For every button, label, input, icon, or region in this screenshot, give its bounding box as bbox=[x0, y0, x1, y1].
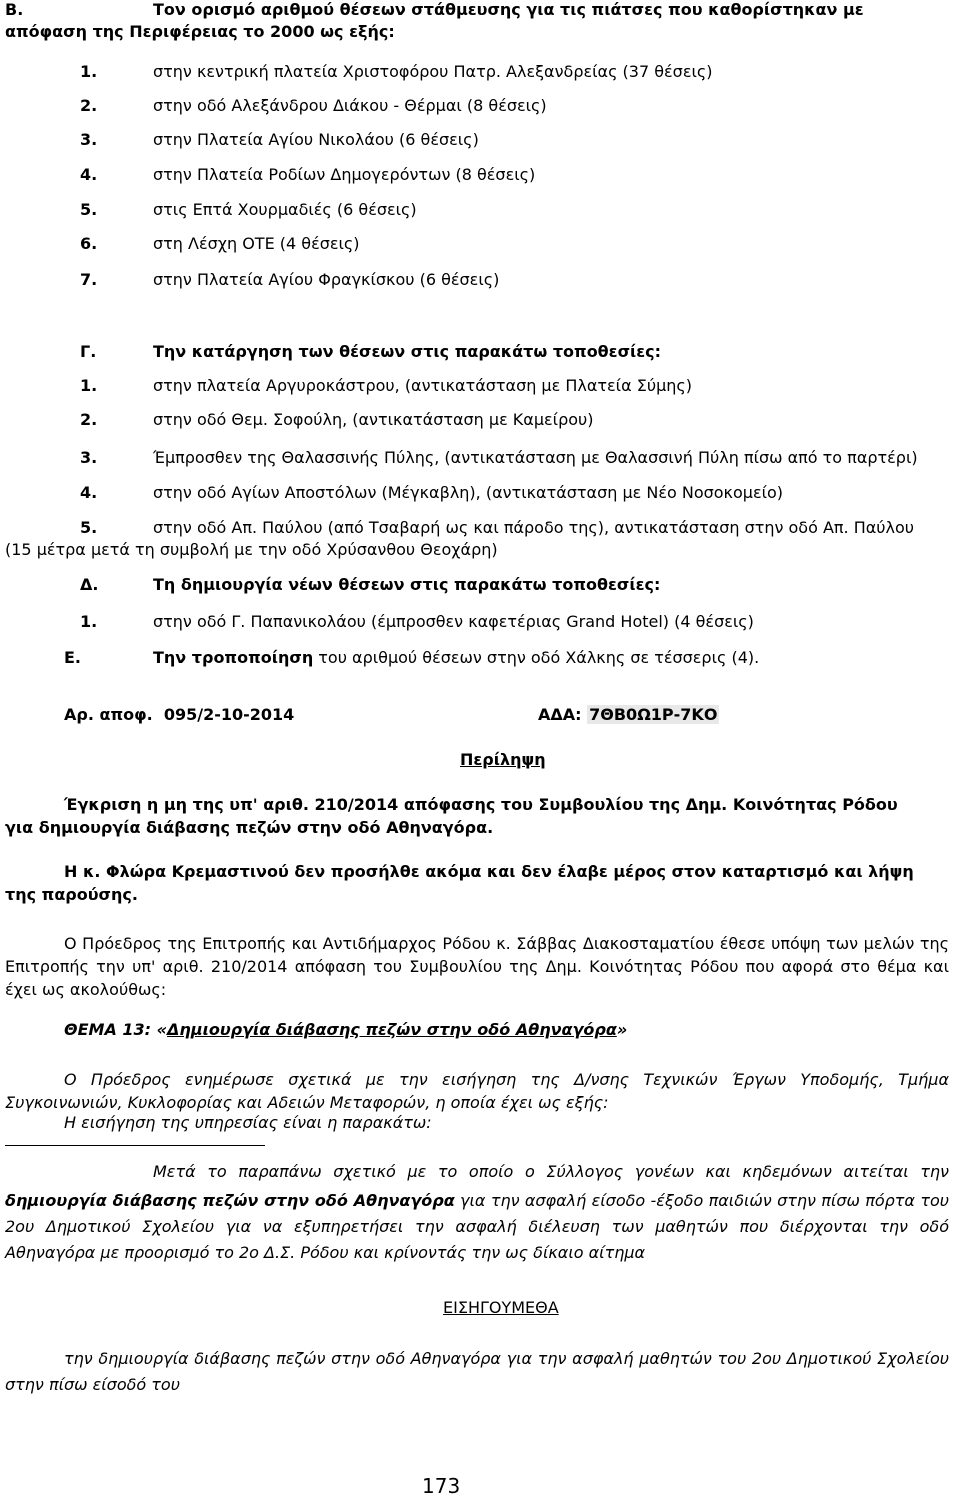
proposal-bold: δημιουργία διάβασης πεζών στην οδό Αθηναγόρα bbox=[5, 1191, 455, 1210]
theme-suffix: » bbox=[616, 1020, 628, 1039]
section-b-letter: Β. bbox=[5, 0, 24, 19]
list-item-text: στην Πλατεία Ροδίων Δημογερόντων (8 θέσεις) bbox=[153, 165, 536, 184]
list-item-number: 5. bbox=[80, 200, 98, 219]
list-item-text: στη Λέσχη ΟΤΕ (4 θέσεις) bbox=[153, 234, 360, 253]
proposal-rest: για την ασφαλή είσοδο -έξοδο παιδιών στην πίσω πόρτα του 2ου Δημοτικού Σχολείου για να εξυπηρετήσει την ασφαλή διέλευση των μαθητών που διέρχονται την οδό Αθηναγόρα με προορισμό το 2ο Δ.Σ. Ρόδου και κρίνοντάς την ως δίκαιο αίτημα bbox=[5, 1191, 949, 1262]
service-proposal-intro: Η εισήγηση της υπηρεσίας είναι η παρακάτω: bbox=[64, 1113, 432, 1132]
list-item-text: στην Πλατεία Αγίου Φραγκίσκου (6 θέσεις) bbox=[153, 270, 500, 289]
list-item-text: στην κεντρική πλατεία Χριστοφόρου Πατρ. Αλεξανδρείας (37 θέσεις) bbox=[153, 62, 713, 81]
list-item-number: 3. bbox=[80, 130, 98, 149]
section-e-text bbox=[153, 648, 759, 668]
list-item-number: 4. bbox=[80, 483, 98, 502]
list-item-text: στην οδό Γ. Παπανικολάου (έμπροσθεν καφετέριας Grand Hotel) (4 θέσεις) bbox=[153, 612, 754, 631]
page-number: 173 bbox=[422, 1474, 461, 1498]
recommend-heading: ΕΙΣΗΓΟΥΜΕΘΑ bbox=[443, 1298, 559, 1317]
briefing-paragraph: Ο Πρόεδρος ενημέρωσε σχετικά με την εισήγηση της Δ/νσης Τεχνικών Έργων Υποδομής, Τμήμα Συγκοινωνιών, Κυκλοφορίας και Αδειών Μεταφορών, η οποία έχει ως εξής: bbox=[5, 1070, 949, 1112]
section-b-heading-line2: απόφαση της Περιφέρειας το 2000 ως εξής: bbox=[5, 22, 395, 41]
section-e-bold: Την τροποποίηση bbox=[153, 648, 314, 667]
theme-title: Δημιουργία διάβασης πεζών στην οδό Αθηναγόρα bbox=[167, 1020, 617, 1039]
list-item-number: 1. bbox=[80, 612, 98, 631]
section-b-heading-line1: Τον ορισμό αριθμού θέσεων στάθμευσης για τις πιάτσες που καθορίστηκαν με bbox=[153, 0, 864, 19]
list-item-text: στην οδό Απ. Παύλου (από Τσαβαρή ως και πάροδο της), αντικατάσταση στην οδό Απ. Παύλου bbox=[153, 518, 915, 537]
ada-line bbox=[538, 705, 719, 725]
theme-heading bbox=[64, 1020, 627, 1040]
list-item-text: στην οδό Αγίων Αποστόλων (Μέγκαβλη), (αντικατάσταση με Νέο Νοσοκομείο) bbox=[153, 483, 784, 502]
section-g-letter: Γ. bbox=[80, 342, 97, 361]
list-item-text: στις Επτά Χουρμαδιές (6 θέσεις) bbox=[153, 200, 417, 219]
theme-prefix: ΘΕΜΑ 13: « bbox=[64, 1020, 168, 1039]
list-item-text: στην οδό Αλεξάνδρου Διάκου - Θέρμαι (8 θέσεις) bbox=[153, 96, 547, 115]
separator-line bbox=[5, 1145, 265, 1146]
list-item-number: 1. bbox=[80, 376, 98, 395]
section-g-heading: Την κατάργηση των θέσεων στις παρακάτω τοποθεσίες: bbox=[153, 342, 662, 361]
list-item-number: 2. bbox=[80, 96, 98, 115]
summary-line1: Έγκριση η μη της υπ' αριθ. 210/2014 απόφασης του Συμβουλίου της Δημ. Κοινότητας Ρόδου bbox=[64, 795, 898, 814]
section-e-rest: του αριθμού θέσεων στην οδό Χάλκης σε τέσσερις (4). bbox=[313, 648, 760, 667]
list-item-text: στην Πλατεία Αγίου Νικολάου (6 θέσεις) bbox=[153, 130, 479, 149]
list-item-number: 2. bbox=[80, 410, 98, 429]
intro-paragraph: Ο Πρόεδρος της Επιτροπής και Αντιδήμαρχος Ρόδου κ. Σάββας Διακοσταματίου έθεσε υπόψη των μελών της Επιτροπής την υπ' αριθ. 210/2014 απόφαση του Συμβουλίου της Δημ. Κοινότητας Ρόδου που αφορά στο θέμα και έχει ως ακολούθως: bbox=[5, 934, 949, 999]
attendance-note-line1: Η κ. Φλώρα Κρεμαστινού δεν προσήλθε ακόμα και δεν έλαβε μέρος στον καταρτισμό και λήψη bbox=[64, 862, 914, 881]
list-item-number: 5. bbox=[80, 518, 98, 537]
list-item-text: στην πλατεία Αργυροκάστρου, (αντικατάσταση με Πλατεία Σύμης) bbox=[153, 376, 693, 395]
list-item-number: 7. bbox=[80, 270, 98, 289]
final-recommendation: την δημιουργία διάβασης πεζών στην οδό Αθηναγόρα για την ασφαλή μαθητών του 2ου Δημοτικού Σχολείου στην πίσω είσοδό του bbox=[5, 1349, 949, 1394]
section-d-heading: Τη δημιουργία νέων θέσεων στις παρακάτω τοποθεσίες: bbox=[153, 575, 661, 594]
list-item-number: 6. bbox=[80, 234, 98, 253]
list-item-text: στην οδό Θεμ. Σοφούλη, (αντικατάσταση με Καμείρου) bbox=[153, 410, 594, 429]
section-e-letter: Ε. bbox=[64, 648, 82, 667]
ada-code: 7ΘΒ0Ω1Ρ-7ΚΟ bbox=[589, 705, 718, 724]
list-item-number: 4. bbox=[80, 165, 98, 184]
proposal-first-line: Μετά το παραπάνω σχετικό με το οποίο ο Σύλλογος γονέων και κηδεμόνων αιτείται την bbox=[153, 1162, 949, 1181]
summary-line2: για δημιουργία διάβασης πεζών στην οδό Αθηναγόρα. bbox=[5, 818, 494, 837]
list-item-number: 1. bbox=[80, 62, 98, 81]
proposal-paragraph bbox=[5, 1188, 949, 1266]
ada-label: ΑΔΑ: bbox=[538, 705, 588, 724]
attendance-note-line2: της παρούσης. bbox=[5, 885, 138, 904]
list-item-number: 3. bbox=[80, 448, 98, 467]
section-d-letter: Δ. bbox=[80, 575, 99, 594]
list-item-text: Έμπροσθεν της Θαλασσινής Πύλης, (αντικατάσταση με Θαλασσινή Πύλη πίσω από το παρτέρι) bbox=[153, 448, 918, 467]
decision-number: Αρ. αποφ. 095/2-10-2014 bbox=[64, 705, 295, 724]
list-item-text-continued: (15 μέτρα μετά τη συμβολή με την οδό Χρύσανθου Θεοχάρη) bbox=[5, 540, 498, 559]
summary-title: Περίληψη bbox=[460, 750, 546, 769]
